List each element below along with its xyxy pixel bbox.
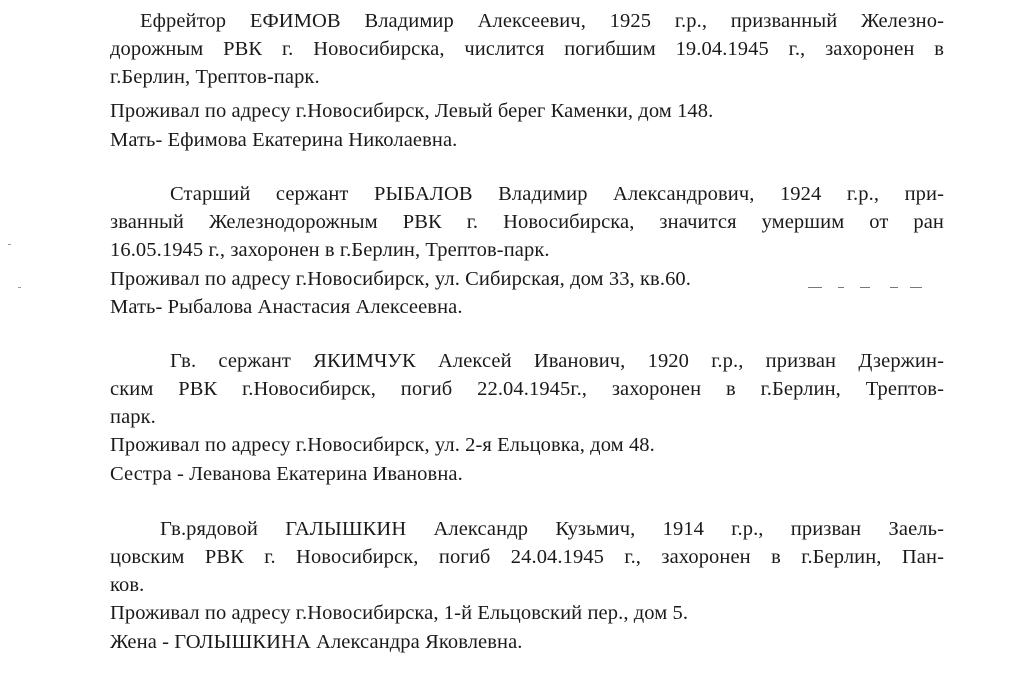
record4-line1: Гв.рядовой ГАЛЫШКИН Александр Кузьмич, 1914 г.р., призван Заель- — [160, 518, 944, 540]
record3-line1: Гв. сержант ЯКИМЧУК Алексей Иванович, 1920 г.р., призван Дзержин- — [170, 350, 944, 372]
scan-speck — [18, 287, 21, 288]
scan-artifact-dash — [838, 287, 844, 288]
record4-address: Проживал по адресу г.Новосибирска, 1-й Ельцовский пер., дом 5. — [110, 602, 689, 624]
record3-relative: Сестра - Леванова Екатерина Ивановна. — [110, 463, 463, 485]
record4-line3: ков. — [110, 574, 145, 596]
scan-speck — [8, 244, 11, 245]
scan-artifact-dash — [910, 287, 922, 288]
record1-line1: Ефрейтор ЕФИМОВ Владимир Алексеевич, 1925 г.р., призванный Железно- — [140, 10, 944, 32]
record1-line2: дорожным РВК г. Новосибирска, числится погибшим 19.04.1945 г., захоронен в — [110, 38, 944, 60]
record2-relative: Мать- Рыбалова Анастасия Алексеевна. — [110, 296, 463, 318]
scan-artifact-dash — [808, 287, 822, 288]
record3-address: Проживал по адресу г.Новосибирск, ул. 2-я Ельцовка, дом 48. — [110, 434, 655, 456]
record2-line3: 16.05.1945 г., захоронен в г.Берлин, Трептов-парк. — [110, 239, 550, 261]
record3-line3: парк. — [110, 406, 156, 428]
record3-line2: ским РВК г.Новосибирск, погиб 22.04.1945г., захоронен в г.Берлин, Трептов- — [110, 378, 944, 400]
record1-relative: Мать- Ефимова Екатерина Николаевна. — [110, 129, 458, 151]
record4-relative: Жена - ГОЛЫШКИНА Александра Яковлевна. — [110, 631, 523, 653]
record4-line2: цовским РВК г. Новосибирск, погиб 24.04.1945 г., захоронен в г.Берлин, Пан- — [110, 546, 944, 568]
scan-artifact-dash — [860, 287, 870, 288]
record1-address: Проживал по адресу г.Новосибирск, Левый берег Каменки, дом 148. — [110, 100, 714, 122]
record1-line3: г.Берлин, Трептов-парк. — [110, 66, 320, 88]
record2-address: Проживал по адресу г.Новосибирск, ул. Сибирская, дом 33, кв.60. — [110, 268, 691, 290]
scan-artifact-dash — [890, 287, 898, 288]
record2-line1: Старший сержант РЫБАЛОВ Владимир Александрович, 1924 г.р., при- — [170, 183, 944, 205]
record2-line2: званный Железнодорожным РВК г. Новосибирска, значится умершим от ран — [110, 211, 944, 233]
